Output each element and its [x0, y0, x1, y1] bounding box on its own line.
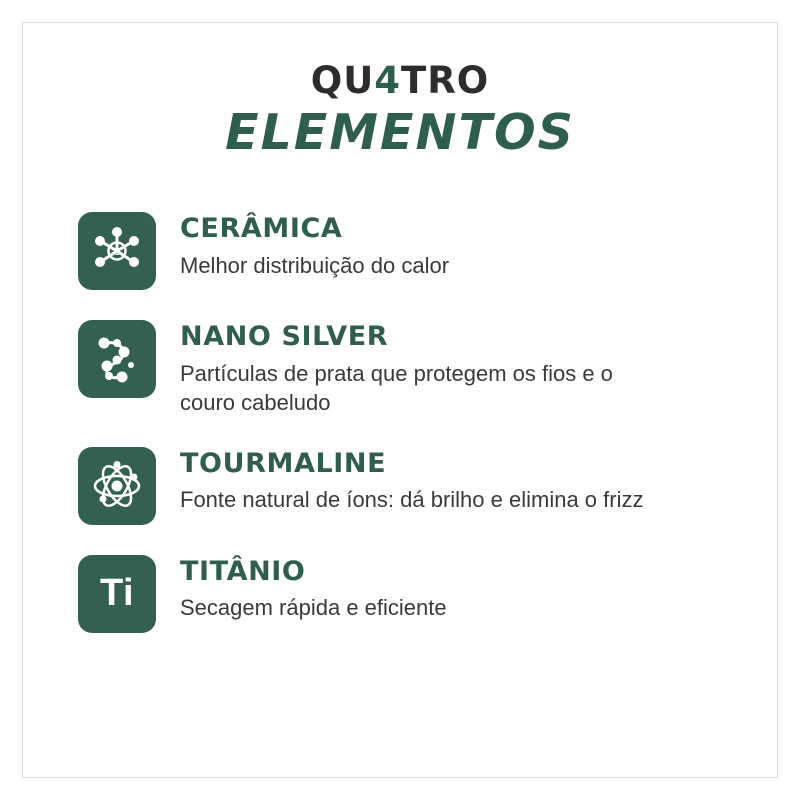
page-title: [0, 59, 800, 161]
feature-description: Secagem rápida e eficiente: [180, 595, 447, 621]
list-item: [78, 447, 740, 525]
feature-text-block: [156, 555, 447, 623]
titanium-symbol-label: Ti: [99, 572, 135, 615]
title-line-elementos: ELEMENTOS: [225, 104, 575, 161]
feature-title: CERÂMICA: [180, 213, 343, 244]
feature-title: TOURMALINE: [180, 447, 387, 479]
svg-text:C: C: [113, 247, 121, 258]
feature-description: Melhor distribuição do calor: [180, 252, 450, 278]
feature-description: Partículas de prata que protegem os fios e o couro cabeludo: [180, 360, 613, 415]
feature-list: [78, 212, 740, 633]
title-line-quatro: [0, 59, 800, 102]
nano-silver-chain-icon: [78, 320, 156, 398]
tourmaline-atom-icon: [78, 447, 156, 525]
list-item: [78, 320, 740, 417]
list-item: [78, 212, 740, 290]
feature-title: NANO SILVER: [180, 321, 389, 352]
titanium-symbol-icon: [78, 555, 156, 633]
feature-text-block: [156, 212, 449, 280]
feature-title: TITÂNIO: [180, 555, 306, 587]
title-quatro-post: TRO: [401, 59, 490, 102]
feature-text-block: [156, 320, 650, 417]
feature-description: Fonte natural de íons: dá brilho e elimina o frizz: [180, 487, 644, 513]
feature-text-block: [156, 447, 643, 515]
title-quatro-pre: QU: [310, 59, 375, 102]
list-item: [78, 555, 740, 633]
ceramic-molecule-icon: [78, 212, 156, 290]
title-quatro-accent: 4: [374, 59, 402, 102]
